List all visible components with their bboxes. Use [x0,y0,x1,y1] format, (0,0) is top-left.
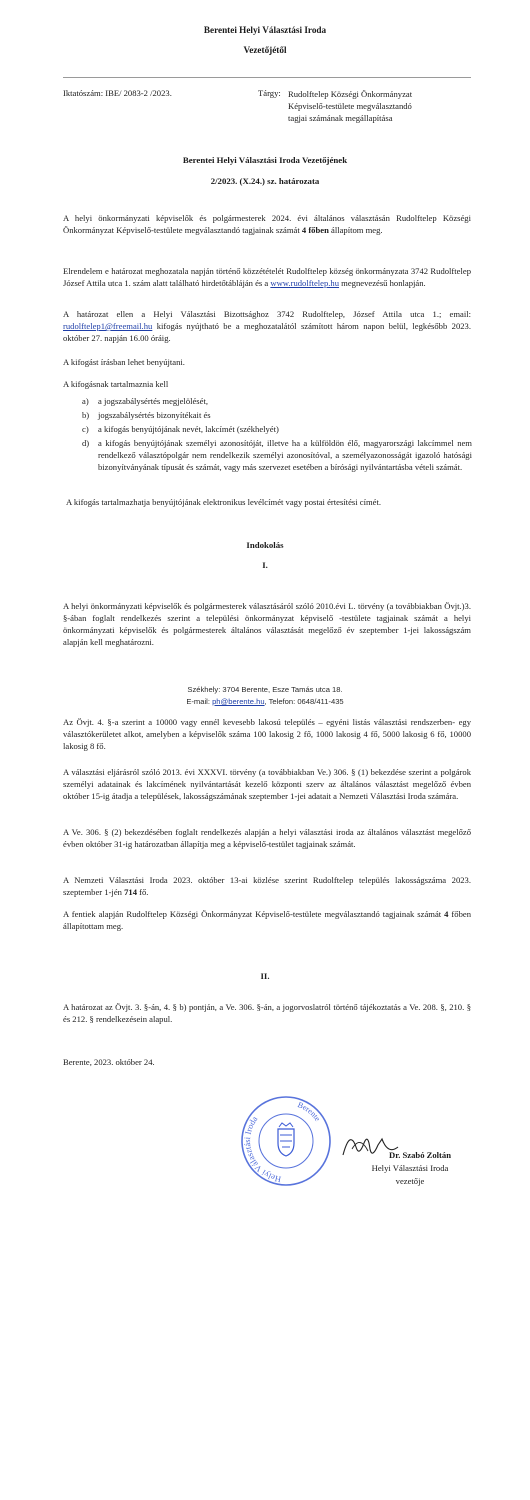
legal-basis-paragraph: A határozat az Övjt. 3. §-án, 4. § b) pontján, a Ve. 306. §-án, a jogorvoslatról történő tájékoztatás a Ve. 208. §, 210. § és 212. § rendelkezésein alapul. [63,1002,471,1024]
paragraph-appeal [63,308,471,344]
emphasis: 4 [444,909,449,919]
list-text: a kifogás benyújtójának nevét, lakcímét (székhelyét) [98,424,279,434]
list-marker: c) [82,424,89,434]
footer-address: Székhely: 3704 Berente, Esze Tamás utca 18. [187,685,343,694]
reasoning-paragraph [63,874,471,898]
reasoning-paragraph: A helyi önkormányzati képviselők és polgármesterek választásáról szóló 2010.évi L. törvény (a továbbiakban Övjt.)3. §-ában foglalt rendelkezés szerint a települési önkormányzat képviselő -testülete tagjainak számát a helyi önkormányzati képviselők és polgármesterek általános választását megelőző év szeptember 1-jei lakosságszám alapján kell meghatározni. [63,601,471,647]
signer-role: Helyi Választási Iroda [371,1163,449,1173]
reasoning-paragraph: A választási eljárásról szóló 2013. évi XXXVI. törvény (a továbbiakban Ve.) 306. § (1) bekezdése szerint a polgárok személyi adatainak és lakcímének nyilvántartását kezelő központi szerv az általános választást megelőző évben október 15-ig átadja a települések, lakosságszámának szeptember 1-jei adatait a Nemzeti Választási Iroda számára. [63,767,471,801]
text: Elrendelem e határozat meghozatala napján történő közzétételét Rudolftelep község önkormányzata 3742 Rudolftelep József Attila utca 1. szám alatt található hirdetőtábláján és a [63,266,471,288]
list-marker: b) [82,410,90,420]
paragraph-written: A kifogást írásban lehet benyújtani. [63,357,185,367]
issuer-role: Vezetőjétől [243,45,287,55]
decision-number: 2/2023. (X.24.) sz. határozata [210,176,320,186]
official-stamp [238,1093,334,1189]
text: fő. [136,887,149,897]
reasoning-title: Indokolás [246,540,284,550]
footer-email-link[interactable]: ph@berente.hu [212,697,265,706]
stamp-town: Berente [296,1100,323,1123]
reference-number: Iktatószám: IBE/ 2083-2 /2023. [63,88,172,98]
text: A Nemzeti Választási Iroda 2023. október 13-ai közlése szerint Rudolftelep település lakosságszáma 2023. szeptember 1-jén [63,875,471,897]
stamp-text: Helyi Választási Iroda [242,1113,282,1185]
list-text: a kifogás benyújtójának személyi azonosítóját, illetve ha a külföldön élő, magyarországi lakcímmel nem rendelkező választópolgár nem rendelkezik személyi azonosítóval, a személyazonosságát igazoló hatósági bizonyítványának típusát és számát, vagy más szervezet esetében a bírósági nyilvántartásba vételi számát. [98,438,472,472]
text: állapítom meg. [328,225,383,235]
list-item [82,395,472,407]
paragraph-decision [63,212,471,236]
subject-text [288,88,412,124]
place-date: Berente, 2023. október 24. [63,1057,155,1067]
text: E-mail: [186,697,213,706]
list-item [82,423,472,435]
list-text: a jogszabálysértés megjelölését, [98,396,209,406]
issuer-name: Berentei Helyi Választási Iroda [203,25,327,35]
coat-of-arms-icon [278,1123,294,1156]
subject-label: Tárgy: [258,88,281,98]
subject-line: Rudolftelep Községi Önkormányzat [288,89,413,99]
list-text: jogszabálysértés bizonyítékait és [98,410,211,420]
emphasis: 714 [124,887,137,897]
subject-line: Képviselő-testülete megválasztandó [288,101,412,111]
subject-line: tagjai számának megállapítása [288,113,393,123]
list-item [82,409,472,421]
text: megnevezésű honlapján. [339,278,426,288]
text: , Telefon: 0648/411-435 [264,697,344,706]
reasoning-paragraph: A Ve. 306. § (2) bekezdésében foglalt rendelkezés alapján a helyi választási iroda az általános választást megelőző évben október 31-ig határozatban állapítja meg a képviselő-testület tagjainak számát. [63,827,471,849]
text: A helyi önkormányzati képviselők és polgármesterek 2024. évi általános választásán Rudolftelep Községi Önkormányzat Képviselő-testülete megválasztandó tagjainak számát [63,213,471,235]
list-marker: a) [82,396,89,406]
reasoning-paragraph [63,908,471,932]
text: A fentiek alapján Rudolftelep Községi Önkormányzat Képviselő-testülete megválasztandó tagjainak számát [63,909,445,919]
section-two: II. [260,971,270,981]
section-one: I. [262,560,268,570]
paragraph-publication [63,265,471,289]
decision-title: Berentei Helyi Választási Iroda Vezetőjének [182,155,348,165]
paragraph-contact: A kifogás tartalmazhatja benyújtójának elektronikus levélcímét vagy postai értesítési címét. [66,497,382,507]
svg-text:Helyi Választási Iroda [242,1114,282,1185]
reasoning-paragraph: Az Övjt. 4. §-a szerint a 10000 vagy ennél kevesebb lakosú település – egyéni listás választási rendszerben- egy választókerületet alkot, amelyben a képviselők száma 100 lakosig 2 fő, 1000 lakosig 4 fő, 5000 lakosig 6 fő, 10000 lakosig 8 fő. [63,717,471,751]
text: kifogás nyújtható be a meghozatalától számított három napon belül, legkésőbb 2023. október 27. napján 16.00 óráig. [63,321,471,343]
paragraph-requirements: A kifogásnak tartalmaznia kell [63,379,169,389]
email-link[interactable]: rudolftelep1@freemail.hu [63,321,153,331]
footer-contact [0,697,530,706]
list-marker: d) [82,438,90,448]
signer-role: vezetője [395,1176,425,1186]
text: A határozat ellen a Helyi Választási Bizottsághoz 3742 Rudolftelep, József Attila utca 1.; email: [63,309,471,319]
website-link[interactable]: www.rudolftelep.hu [270,278,340,288]
text: főben állapítottam meg. [63,909,471,931]
header-divider [63,77,471,78]
list-item [82,437,472,473]
signer-name: Dr. Szabó Zoltán [389,1150,451,1160]
emphasis: 4 főben [301,225,329,235]
